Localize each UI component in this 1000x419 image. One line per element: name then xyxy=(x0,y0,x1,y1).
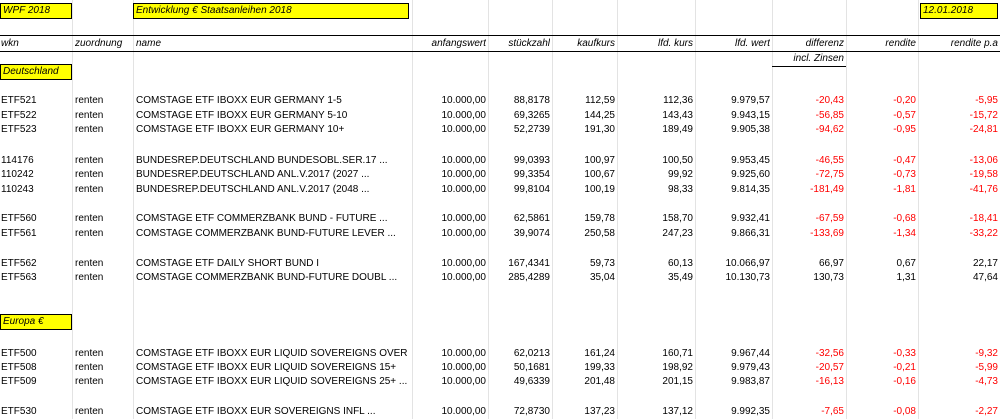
cell-kaufkurs[interactable]: 112,59 xyxy=(585,95,615,106)
cell-kaufkurs[interactable]: 250,58 xyxy=(584,228,615,239)
cell-differenz[interactable]: -46,55 xyxy=(815,155,844,166)
cell-name[interactable]: COMSTAGE ETF IBOXX EUR GERMANY 5-10 xyxy=(136,110,348,121)
col-header-lfd-wert[interactable]: lfd. wert xyxy=(734,38,770,49)
cell-differenz[interactable]: -133,69 xyxy=(810,228,844,239)
cell-rendite-pa[interactable]: -24,81 xyxy=(969,124,998,135)
col-header-kaufkurs[interactable]: kaufkurs xyxy=(577,38,615,49)
cell-differenz[interactable]: -181,49 xyxy=(810,184,844,195)
cell-wkn[interactable]: ETF509 xyxy=(1,376,37,387)
date-cell[interactable]: 12.01.2018 xyxy=(920,3,998,19)
cell-rendite-pa[interactable]: 22,17 xyxy=(972,258,998,269)
cell-anfangswert[interactable]: 10.000,00 xyxy=(441,110,486,121)
cell-wkn[interactable]: ETF530 xyxy=(1,406,37,417)
cell-lfd-kurs[interactable]: 112,36 xyxy=(663,95,693,106)
cell-stueckzahl[interactable]: 69,3265 xyxy=(513,110,550,121)
cell-zuordnung[interactable]: renten xyxy=(75,169,104,180)
cell-kaufkurs[interactable]: 144,25 xyxy=(584,110,615,121)
header-rule-top xyxy=(0,35,1000,36)
section-label-deutschland[interactable]: Deutschland xyxy=(0,64,72,80)
cell-rendite[interactable]: -0,57 xyxy=(893,110,916,121)
cell-zuordnung[interactable]: renten xyxy=(75,406,104,417)
portfolio-name-cell[interactable]: WPF 2018 xyxy=(0,3,72,19)
cell-name[interactable]: BUNDESREP.DEUTSCHLAND ANL.V.2017 (2048 ... xyxy=(136,184,370,195)
cell-name[interactable]: COMSTAGE ETF DAILY SHORT BUND I xyxy=(136,258,319,269)
cell-lfd-wert[interactable]: 9.983,87 xyxy=(731,376,770,387)
cell-name[interactable]: COMSTAGE ETF IBOXX EUR GERMANY 1-5 xyxy=(136,95,342,106)
cell-lfd-wert[interactable]: 9.932,41 xyxy=(731,213,770,224)
cell-differenz[interactable]: -16,13 xyxy=(815,376,844,387)
cell-rendite-pa[interactable]: 47,64 xyxy=(972,272,998,283)
cell-stueckzahl[interactable]: 50,1681 xyxy=(513,362,550,373)
cell-stueckzahl[interactable]: 167,4341 xyxy=(508,258,550,269)
cell-rendite[interactable]: -0,33 xyxy=(893,348,916,359)
col-header-rendite[interactable]: rendite xyxy=(885,38,916,49)
cell-name[interactable]: COMSTAGE COMMERZBANK BUND-FUTURE LEVER ... xyxy=(136,228,396,239)
cell-name[interactable]: BUNDESREP.DEUTSCHLAND ANL.V.2017 (2027 ... xyxy=(136,169,370,180)
cell-wkn[interactable]: ETF563 xyxy=(1,272,37,283)
cell-differenz[interactable]: -20,43 xyxy=(815,95,844,106)
cell-wkn[interactable]: ETF523 xyxy=(1,124,37,135)
cell-kaufkurs[interactable]: 199,33 xyxy=(584,362,615,373)
cell-lfd-wert[interactable]: 9.866,31 xyxy=(731,228,770,239)
cell-rendite[interactable]: -0,68 xyxy=(893,213,916,224)
cell-anfangswert[interactable]: 10.000,00 xyxy=(441,376,486,387)
col-header-stueckzahl[interactable]: stückzahl xyxy=(508,38,550,49)
cell-rendite-pa[interactable]: -9,32 xyxy=(975,348,998,359)
col-header-rendite-pa[interactable]: rendite p.a xyxy=(950,38,998,49)
cell-kaufkurs[interactable]: 59,73 xyxy=(589,258,615,269)
cell-wkn[interactable]: ETF562 xyxy=(1,258,37,269)
cell-stueckzahl[interactable]: 72,8730 xyxy=(513,406,550,417)
cell-rendite-pa[interactable]: -19,58 xyxy=(969,169,998,180)
cell-wkn[interactable]: ETF508 xyxy=(1,362,37,373)
section-label-europa[interactable]: Europa € xyxy=(0,314,72,330)
cell-lfd-kurs[interactable]: 98,33 xyxy=(667,184,693,195)
cell-wkn[interactable]: ETF522 xyxy=(1,110,37,121)
cell-rendite[interactable]: 0,67 xyxy=(896,258,916,269)
cell-rendite[interactable]: -0,73 xyxy=(893,169,916,180)
cell-wkn[interactable]: ETF560 xyxy=(1,213,37,224)
cell-name[interactable]: COMSTAGE COMMERZBANK BUND-FUTURE DOUBL ... xyxy=(136,272,398,283)
cell-name[interactable]: COMSTAGE ETF IBOXX EUR LIQUID SOVEREIGNS 15+ xyxy=(136,362,397,373)
col-header-name[interactable]: name xyxy=(136,38,162,49)
cell-stueckzahl[interactable]: 99,8104 xyxy=(513,184,550,195)
cell-lfd-kurs[interactable]: 60,13 xyxy=(667,258,693,269)
cell-anfangswert[interactable]: 10.000,00 xyxy=(441,213,486,224)
cell-lfd-wert[interactable]: 9.992,35 xyxy=(731,406,770,417)
cell-differenz[interactable]: 66,97 xyxy=(818,258,844,269)
cell-lfd-wert[interactable]: 9.905,38 xyxy=(731,124,770,135)
cell-rendite[interactable]: -1,34 xyxy=(893,228,916,239)
cell-stueckzahl[interactable]: 49,6339 xyxy=(513,376,550,387)
cell-rendite-pa[interactable]: -5,99 xyxy=(975,362,998,373)
cell-rendite-pa[interactable]: -33,22 xyxy=(969,228,998,239)
cell-wkn[interactable]: 110242 xyxy=(1,169,34,180)
cell-wkn[interactable]: 114176 xyxy=(1,155,34,166)
cell-stueckzahl[interactable]: 99,3354 xyxy=(513,169,550,180)
cell-anfangswert[interactable]: 10.000,00 xyxy=(441,348,486,359)
cell-differenz[interactable]: -32,56 xyxy=(815,348,844,359)
sheet-title-cell[interactable]: Entwicklung € Staatsanleihen 2018 xyxy=(133,3,409,19)
cell-lfd-wert[interactable]: 9.979,43 xyxy=(731,362,770,373)
cell-name[interactable]: COMSTAGE ETF IBOXX EUR SOVEREIGNS INFL ... xyxy=(136,406,376,417)
cell-lfd-kurs[interactable]: 143,43 xyxy=(662,110,693,121)
cell-lfd-wert[interactable]: 9.979,57 xyxy=(731,95,770,106)
cell-zuordnung[interactable]: renten xyxy=(75,362,104,373)
cell-anfangswert[interactable]: 10.000,00 xyxy=(441,228,486,239)
col-header-anfangswert[interactable]: anfangswert xyxy=(431,38,486,49)
cell-lfd-kurs[interactable]: 158,70 xyxy=(662,213,693,224)
cell-kaufkurs[interactable]: 100,67 xyxy=(584,169,615,180)
cell-lfd-wert[interactable]: 9.814,35 xyxy=(731,184,770,195)
cell-rendite-pa[interactable]: -18,41 xyxy=(969,213,998,224)
cell-name[interactable]: COMSTAGE ETF IBOXX EUR LIQUID SOVEREIGNS 25+ ... xyxy=(136,376,408,387)
cell-zuordnung[interactable]: renten xyxy=(75,376,104,387)
cell-name[interactable]: COMSTAGE ETF IBOXX EUR LIQUID SOVEREIGNS OVER xyxy=(136,348,408,359)
cell-differenz[interactable]: -7,65 xyxy=(821,406,844,417)
cell-stueckzahl[interactable]: 62,0213 xyxy=(513,348,550,359)
cell-kaufkurs[interactable]: 201,48 xyxy=(584,376,615,387)
cell-rendite-pa[interactable]: -15,72 xyxy=(969,110,998,121)
cell-lfd-wert[interactable]: 9.953,45 xyxy=(731,155,770,166)
cell-anfangswert[interactable]: 10.000,00 xyxy=(441,155,486,166)
cell-stueckzahl[interactable]: 39,9074 xyxy=(513,228,550,239)
cell-rendite[interactable]: -0,47 xyxy=(893,155,916,166)
cell-lfd-wert[interactable]: 9.967,44 xyxy=(731,348,770,359)
cell-lfd-wert[interactable]: 9.925,60 xyxy=(731,169,770,180)
header-rule-bottom xyxy=(0,51,1000,52)
cell-anfangswert[interactable]: 10.000,00 xyxy=(441,258,486,269)
cell-stueckzahl[interactable]: 62,5861 xyxy=(513,213,550,224)
cell-zuordnung[interactable]: renten xyxy=(75,258,104,269)
gridline xyxy=(133,0,134,419)
cell-kaufkurs[interactable]: 191,30 xyxy=(584,124,615,135)
cell-anfangswert[interactable]: 10.000,00 xyxy=(441,184,486,195)
cell-kaufkurs[interactable]: 100,19 xyxy=(584,184,615,195)
cell-anfangswert[interactable]: 10.000,00 xyxy=(441,124,486,135)
cell-stueckzahl[interactable]: 52,2739 xyxy=(513,124,550,135)
cell-lfd-wert[interactable]: 10.130,73 xyxy=(725,272,770,283)
cell-kaufkurs[interactable]: 100,97 xyxy=(584,155,615,166)
cell-rendite[interactable]: 1,31 xyxy=(896,272,916,283)
cell-lfd-kurs[interactable]: 189,49 xyxy=(662,124,693,135)
cell-rendite-pa[interactable]: -41,76 xyxy=(969,184,998,195)
cell-differenz[interactable]: -67,59 xyxy=(815,213,844,224)
cell-differenz[interactable]: -72,75 xyxy=(815,169,844,180)
cell-kaufkurs[interactable]: 161,24 xyxy=(584,348,615,359)
differenz-subheader[interactable]: incl. Zinsen xyxy=(793,53,844,64)
cell-zuordnung[interactable]: renten xyxy=(75,124,104,135)
cell-zuordnung[interactable]: renten xyxy=(75,184,104,195)
cell-stueckzahl[interactable]: 99,0393 xyxy=(513,155,550,166)
cell-wkn[interactable]: ETF561 xyxy=(1,228,37,239)
cell-stueckzahl[interactable]: 285,4289 xyxy=(508,272,550,283)
cell-rendite-pa[interactable]: -2,27 xyxy=(975,406,998,417)
cell-lfd-kurs[interactable]: 100,50 xyxy=(662,155,693,166)
cell-rendite-pa[interactable]: -4,73 xyxy=(975,376,998,387)
cell-lfd-kurs[interactable]: 160,71 xyxy=(662,348,693,359)
cell-differenz[interactable]: -20,57 xyxy=(815,362,844,373)
col-header-wkn[interactable]: wkn xyxy=(1,38,19,49)
cell-kaufkurs[interactable]: 137,23 xyxy=(584,406,615,417)
cell-rendite[interactable]: -0,08 xyxy=(893,406,916,417)
cell-rendite[interactable]: -1,81 xyxy=(893,184,916,195)
cell-zuordnung[interactable]: renten xyxy=(75,228,104,239)
cell-lfd-wert[interactable]: 10.066,97 xyxy=(725,258,770,269)
cell-name[interactable]: COMSTAGE ETF IBOXX EUR GERMANY 10+ xyxy=(136,124,345,135)
cell-differenz[interactable]: 130,73 xyxy=(813,272,844,283)
cell-anfangswert[interactable]: 10.000,00 xyxy=(441,95,486,106)
cell-anfangswert[interactable]: 10.000,00 xyxy=(441,272,486,283)
col-header-zuordnung[interactable]: zuordnung xyxy=(75,38,123,49)
cell-anfangswert[interactable]: 10.000,00 xyxy=(441,169,486,180)
cell-rendite-pa[interactable]: -5,95 xyxy=(975,95,998,106)
cell-lfd-kurs[interactable]: 247,23 xyxy=(662,228,693,239)
cell-anfangswert[interactable]: 10.000,00 xyxy=(441,406,486,417)
cell-differenz[interactable]: -56,85 xyxy=(815,110,844,121)
cell-rendite[interactable]: -0,16 xyxy=(893,376,916,387)
cell-zuordnung[interactable]: renten xyxy=(75,272,104,283)
cell-wkn[interactable]: ETF521 xyxy=(1,95,37,106)
cell-zuordnung[interactable]: renten xyxy=(75,110,104,121)
cell-lfd-kurs[interactable]: 198,92 xyxy=(662,362,693,373)
cell-anfangswert[interactable]: 10.000,00 xyxy=(441,362,486,373)
cell-zuordnung[interactable]: renten xyxy=(75,95,104,106)
col-header-differenz[interactable]: differenz xyxy=(805,38,844,49)
cell-wkn[interactable]: 110243 xyxy=(1,184,34,195)
cell-zuordnung[interactable]: renten xyxy=(75,155,104,166)
cell-wkn[interactable]: ETF500 xyxy=(1,348,37,359)
cell-name[interactable]: BUNDESREP.DEUTSCHLAND BUNDESOBL.SER.17 ... xyxy=(136,155,388,166)
cell-lfd-kurs[interactable]: 201,15 xyxy=(662,376,693,387)
cell-kaufkurs[interactable]: 35,04 xyxy=(589,272,615,283)
cell-zuordnung[interactable]: renten xyxy=(75,348,104,359)
cell-rendite[interactable]: -0,20 xyxy=(893,95,916,106)
subheader-underline xyxy=(772,66,846,67)
cell-stueckzahl[interactable]: 88,8178 xyxy=(513,95,550,106)
cell-rendite-pa[interactable]: -13,06 xyxy=(969,155,998,166)
cell-zuordnung[interactable]: renten xyxy=(75,213,104,224)
cell-lfd-wert[interactable]: 9.943,15 xyxy=(731,110,770,121)
cell-differenz[interactable]: -94,62 xyxy=(815,124,844,135)
cell-kaufkurs[interactable]: 159,78 xyxy=(584,213,615,224)
cell-lfd-kurs[interactable]: 35,49 xyxy=(667,272,693,283)
cell-name[interactable]: COMSTAGE ETF COMMERZBANK BUND - FUTURE ... xyxy=(136,213,388,224)
cell-lfd-kurs[interactable]: 137,12 xyxy=(662,406,693,417)
cell-lfd-kurs[interactable]: 99,92 xyxy=(667,169,693,180)
cell-rendite[interactable]: -0,21 xyxy=(893,362,916,373)
cell-rendite[interactable]: -0,95 xyxy=(893,124,916,135)
gridline xyxy=(72,0,73,419)
col-header-lfd-kurs[interactable]: lfd. kurs xyxy=(657,38,693,49)
